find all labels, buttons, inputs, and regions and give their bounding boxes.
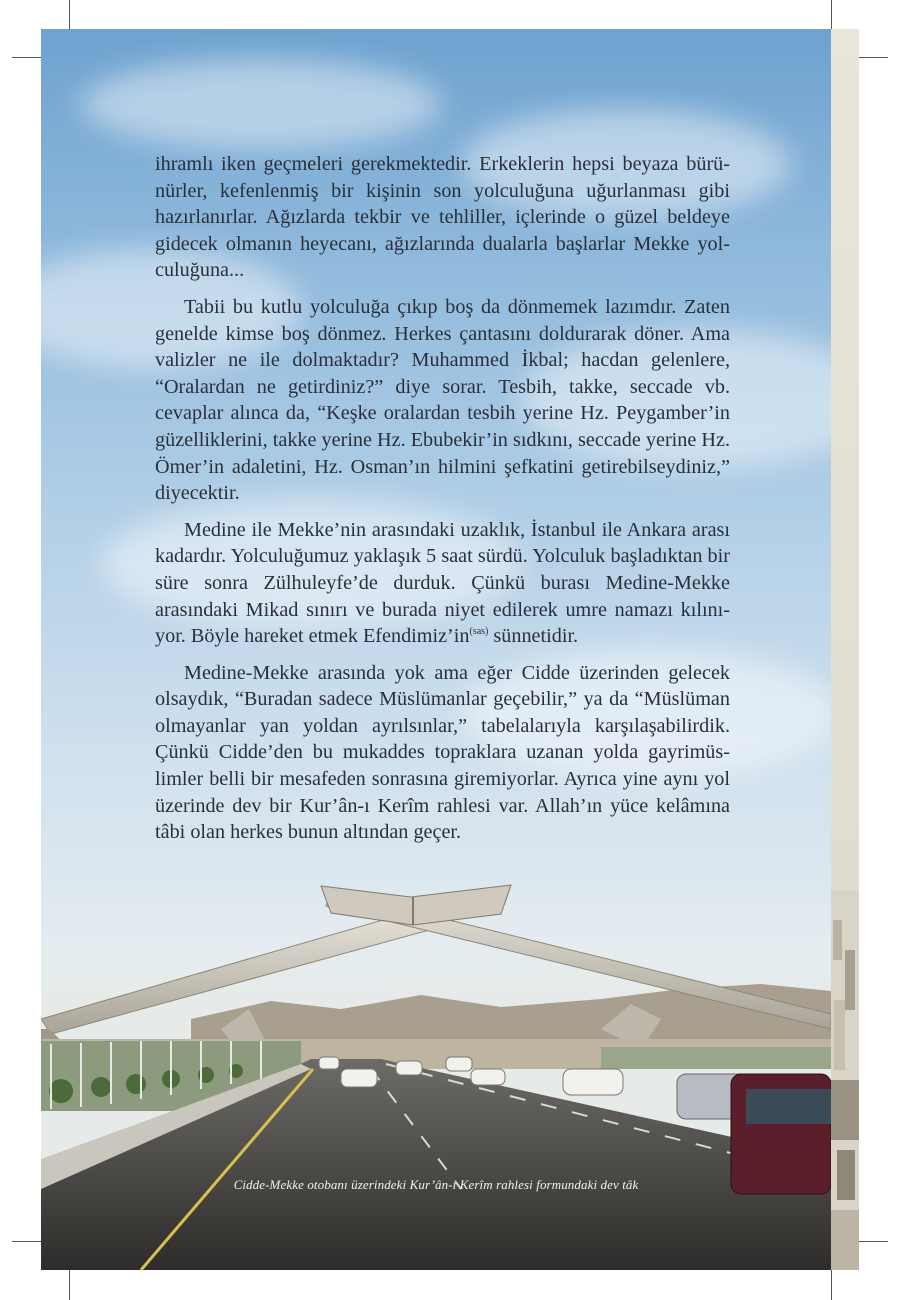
crop-mark bbox=[12, 1241, 41, 1242]
body-text bbox=[155, 151, 730, 856]
facing-page-photo-strip bbox=[831, 890, 859, 1270]
crop-mark bbox=[69, 0, 70, 29]
crop-mark bbox=[831, 1270, 832, 1300]
paragraph-text: Medine ile Mekke’nin arasındaki uzaklık, İstanbul ile Ankara arası kadardır. Yolculuğumuz yaklaşık 5 saat sürdü. Yolculuk başladıktan bir süre sonra Zülhuleyfe’de durduk. Çünkü burası Medine-Mekke arasındaki Mikad sınırı ve burada niyet edilerek umre namazı kılınıyor. Böyle hareket etmek Efendimiz’in bbox=[155, 518, 730, 648]
crop-mark bbox=[859, 57, 888, 58]
paragraph: Medine-Mekke arasında yok ama eğer Cidde üzerinden gelecek olsaydık, “Buradan sadece Müslümanlar geçebilir,” ya da “Müslüman olmayanlar yan yoldan ayrılsınlar,” tabelalarıyla karşılaşabilirdik. Çünkü Cidde’den bu mukaddes topraklara uzanan yolda gayrimüslimler belli bir mesafeden sonrasına giremiyorlar. Ayrıca yine aynı yol üzerinde dev bir Kur’ân-ı Kerîm rahlesi var. Allah’ın yüce kelâmına tâbi olan herkes bunun altından geçer. bbox=[155, 661, 730, 844]
crop-mark bbox=[831, 0, 832, 29]
crop-mark bbox=[12, 57, 41, 58]
paragraph: ihramlı iken geçmeleri gerekmektedir. Erkeklerin hepsi beyaza bürünürler, kefenlenmiş bir kişinin son yolculuğuna uğurlanması gibi hazırlanırlar. Ağızlarda tekbir ve tehliller, içlerinde o güzel beldeye gidecek olmanın heyecanı, ağızlarında dualarla başlarlar Mekke yolculuğuna... bbox=[155, 153, 730, 282]
photo-caption: Cidde-Mekke otobanı üzerindeki Kur’ân-ı Kerîm rahlesi formundaki dev tâk bbox=[233, 1177, 639, 1192]
paragraph bbox=[155, 517, 730, 650]
honorific-superscript: (sas) bbox=[469, 626, 489, 638]
facing-page-edge bbox=[831, 29, 859, 1270]
paragraph: Tabii bu kutlu yolculuğa çıkıp boş da dönmemek lazımdır. Zaten genelde kimse boş dönmez. Herkes çantasını doldurarak döner. Ama valizler ne ile dolmaktadır? Muhammed İkbal; hacdan gelenlere, “Oralardan ne getirdiniz?” diye sorar. Tesbih, takke, seccade vb. cevaplar alınca da, “Keşke oralardan tesbih yerine Hz. Peygamber’in güzelliklerini, takke yerine Hz. Ebubekir’in sıdkını, seccade yerine Hz. Ömer’in adaletini, Hz. Osman’ın hilmini şefkatini getirebilseydiniz,” diyecektir. bbox=[155, 295, 730, 505]
crop-mark bbox=[859, 1241, 888, 1242]
book-page bbox=[41, 29, 831, 1270]
crop-mark bbox=[69, 1270, 70, 1300]
paragraph-text-end: sünnetidir. bbox=[488, 625, 579, 648]
